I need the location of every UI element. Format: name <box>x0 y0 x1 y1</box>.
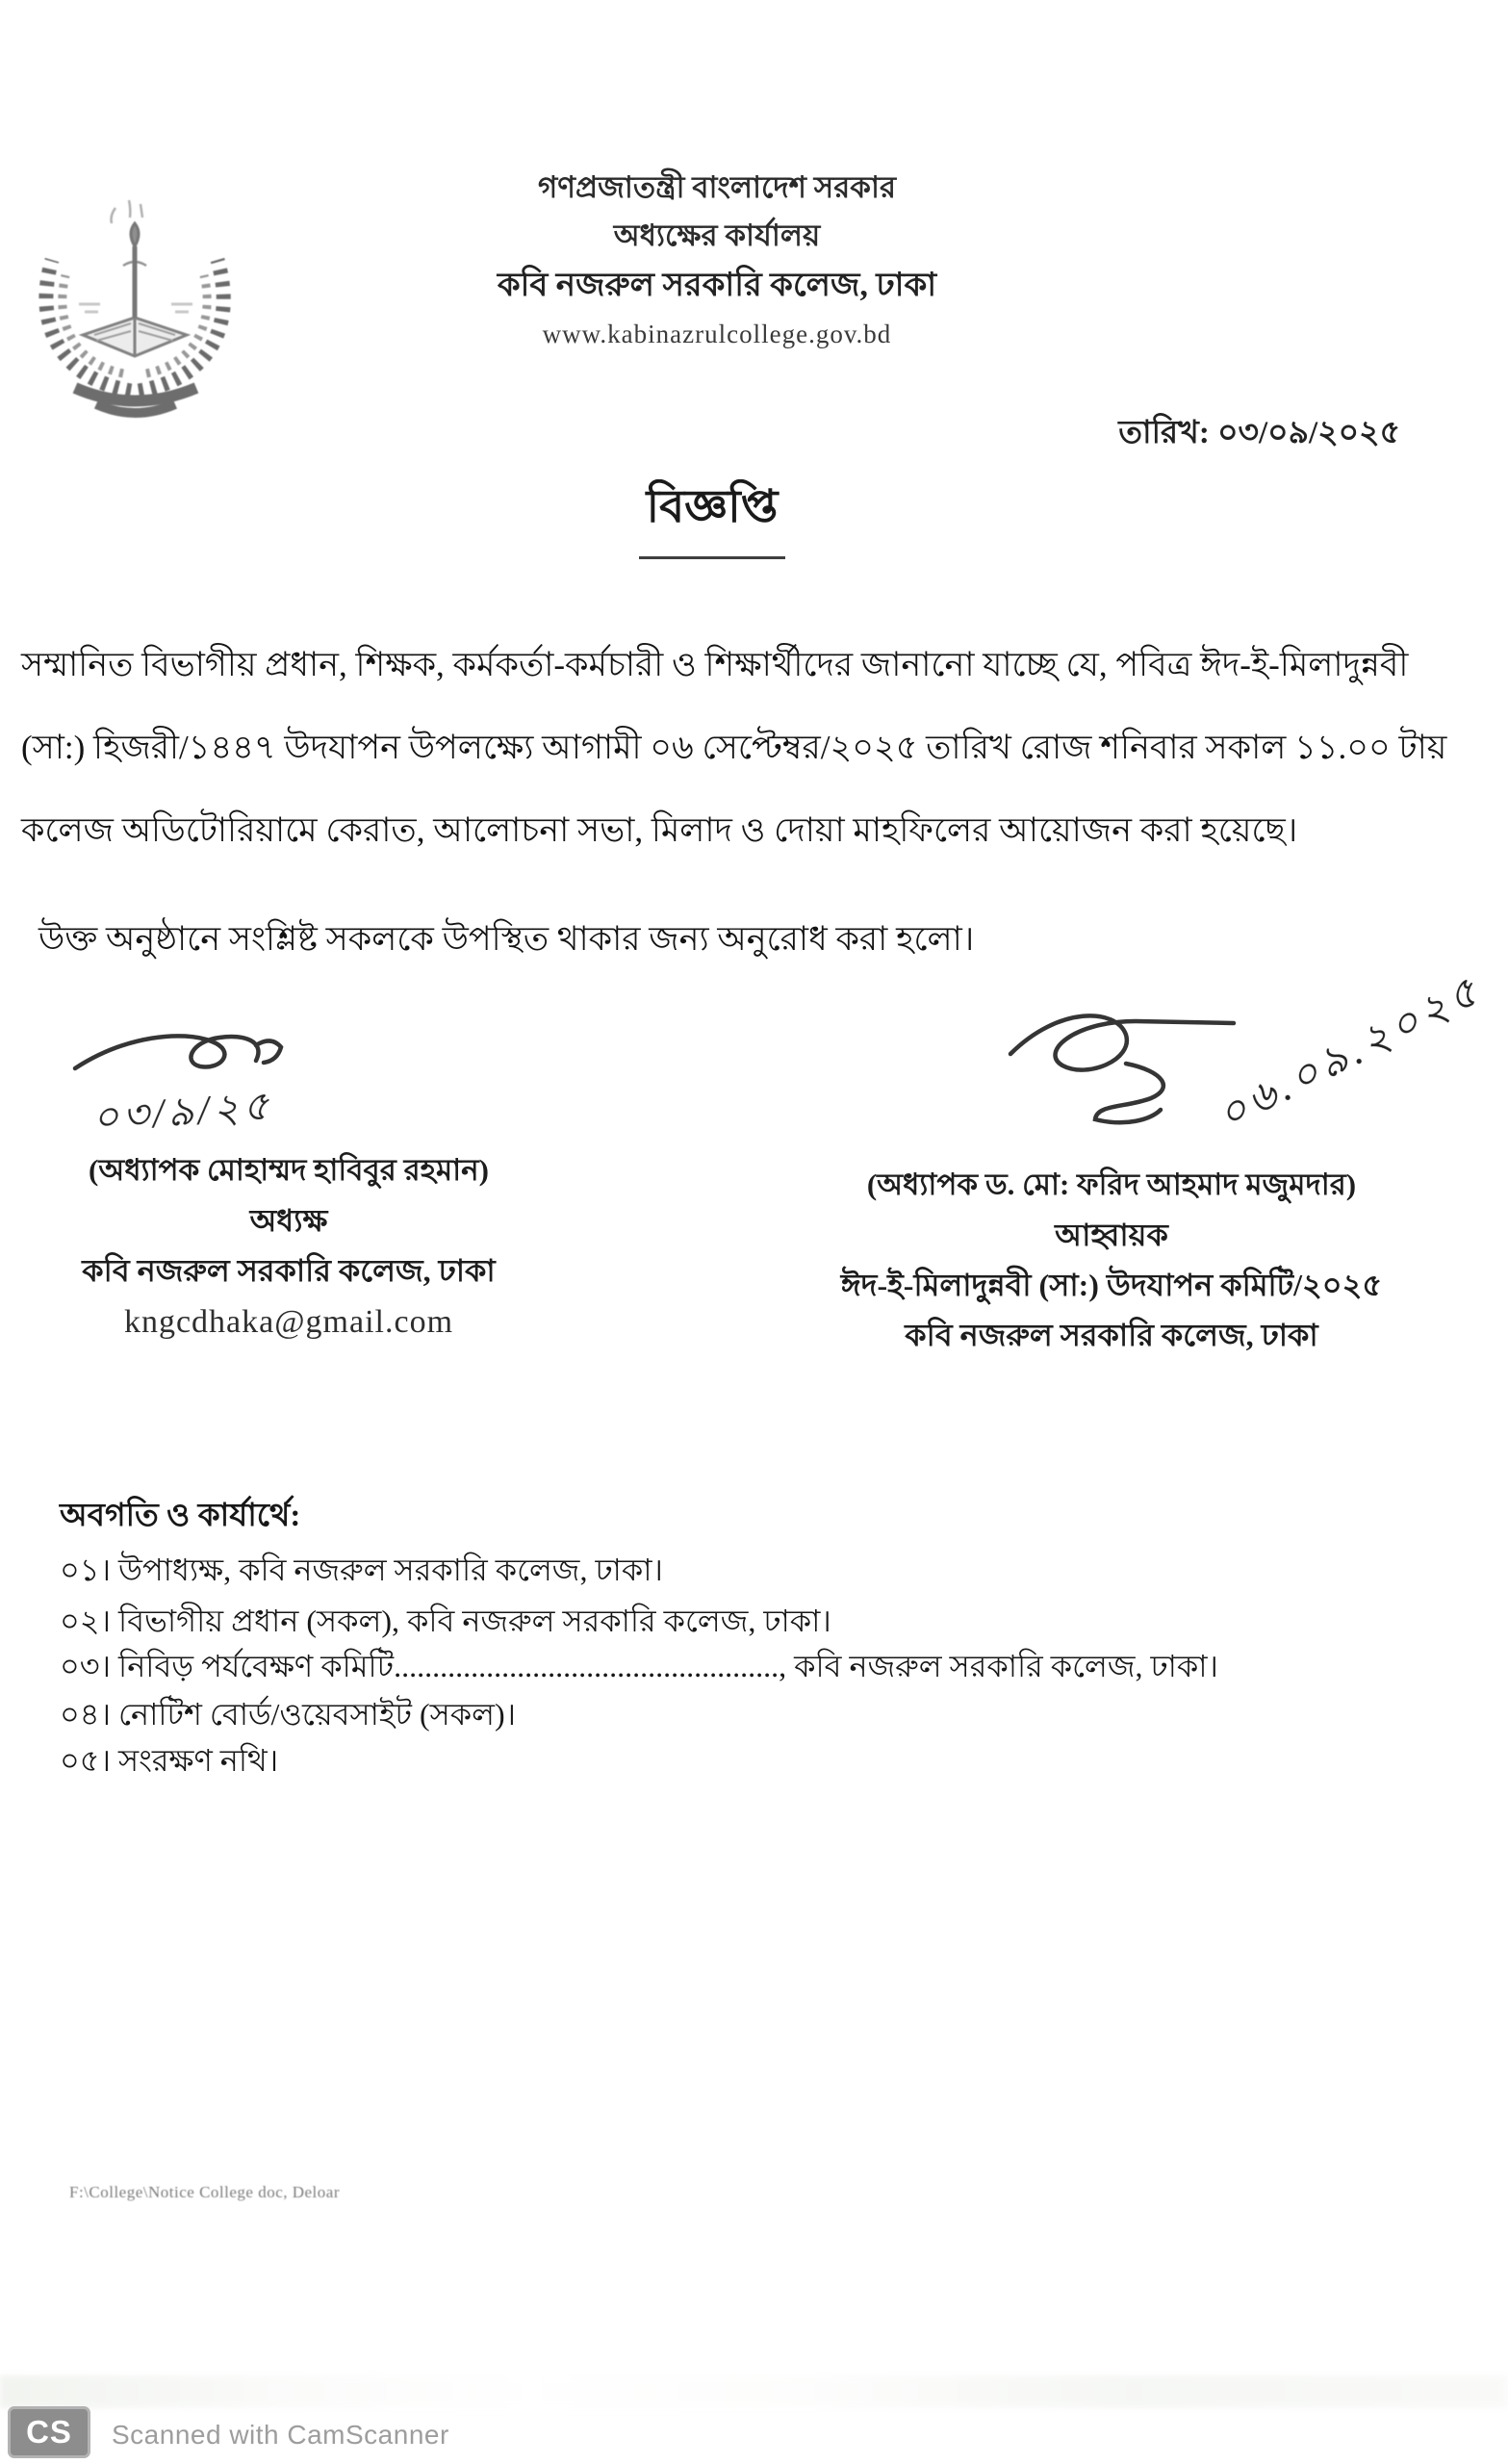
notice-body-paragraph <box>21 624 1503 872</box>
distribution-item-1: ০১। উপাধ্যক্ষ, কবি নজরুল সরকারি কলেজ, ঢাকা। <box>60 1553 663 1587</box>
distribution-item-3: ০৩। নিবিড় পর্যবেক্ষণ কমিটি.................................................., কবি নজরুল সরকারি কলেজ, ঢাকা। <box>60 1649 1218 1683</box>
convener-signature-date: ০৬.০৯.২০২৫ <box>1210 965 1490 1140</box>
principal-signature-block <box>38 1145 539 1349</box>
camscanner-icon <box>8 2406 90 2458</box>
body-line-2: (সা:) হিজরী/১৪৪৭ উদযাপন উপলক্ষ্যে আগামী ০৬ সেপ্টেম্বর/২০২৫ তারিখ রোজ শনিবার সকাল ১১.০০ টায় <box>21 729 1447 766</box>
camscanner-icon-text: CS <box>26 2414 72 2450</box>
body-line-3: কলেজ অডিটোরিয়ামে কেরাত, আলোচনা সভা, মিলাদ ও দোয়া মাহফিলের আয়োজন করা হয়েছে। <box>21 811 1298 849</box>
office-line: অধ্যক্ষের কার্যালয় <box>613 218 821 252</box>
convener-signature-block <box>808 1160 1415 1360</box>
letterhead <box>385 164 1049 356</box>
principal-email: kngcdhaka@gmail.com <box>123 1304 454 1340</box>
distribution-item-2: ০২। বিভাগীয় প্রধান (সকল), কবি নজরুল সরকারি কলেজ, ঢাকা। <box>60 1604 831 1638</box>
emblem-base <box>75 388 196 413</box>
principal-name: (অধ্যাপক মোহাম্মদ হাবিবুর রহমান) <box>89 1153 489 1187</box>
request-line: উক্ত অনুষ্ঠানে সংশ্লিষ্ট সকলকে উপস্থিত থাকার জন্য অনুরোধ করা হলো। <box>38 920 975 958</box>
college-name-line: কবি নজরুল সরকারি কলেজ, ঢাকা <box>497 268 937 303</box>
distribution-item-4: ০৪। নোটিশ বোর্ড/ওয়েবসাইট (সকল)। <box>60 1697 517 1732</box>
government-line: গণপ্রজাতন্ত্রী বাংলাদেশ সরকার <box>537 170 897 204</box>
issue-date: তারিখ: ০৩/০৯/২০২৫ <box>1118 416 1400 450</box>
principal-organization: কবি নজরুল সরকারি কলেজ, ঢাকা <box>82 1253 496 1288</box>
celebration-committee: ঈদ-ই-মিলাদুন্নবী (সা:) উদযাপন কমিটি/২০২৫ <box>840 1268 1383 1302</box>
body-line-1: সম্মানিত বিভাগীয় প্রধান, শিক্ষক, কর্মকর্তা-কর্মচারী ও শিক্ষার্থীদের জানানো যাচ্ছে যে, পবিত্র ঈদ-ই-মিলাদুন্নবী <box>21 646 1409 683</box>
notice-title: বিজ্ঞপ্তি <box>639 472 786 559</box>
principal-designation: অধ্যক্ষ <box>249 1203 328 1238</box>
college-emblem <box>15 191 256 431</box>
convener-name: (অধ্যাপক ড. মো: ফরিদ আহমাদ মজুমদার) <box>866 1168 1357 1201</box>
document-file-path: F:\College\Notice College doc, Deloar <box>69 2183 340 2201</box>
convener-designation: আহ্বায়ক <box>1055 1218 1168 1252</box>
college-website: www.kabinazrulcollege.gov.bd <box>542 320 892 348</box>
emblem-book <box>83 318 187 356</box>
convener-organization: কবি নজরুল সরকারি কলেজ, ঢাকা <box>905 1318 1318 1352</box>
distribution-item-5: ০৫। সংরক্ষণ নথি। <box>60 1743 279 1778</box>
camscanner-watermark-label: Scanned with CamScanner <box>112 2420 449 2450</box>
notice-title-row <box>0 472 1424 559</box>
emblem-pen <box>123 223 146 318</box>
principal-signature-date: ০৩/৯/২৫ <box>90 1084 275 1142</box>
emblem-top-marks <box>112 200 143 223</box>
scan-smear-artifact <box>0 2375 1508 2408</box>
distribution-heading: অবগতি ও কার্যার্থে: <box>60 1499 301 1533</box>
